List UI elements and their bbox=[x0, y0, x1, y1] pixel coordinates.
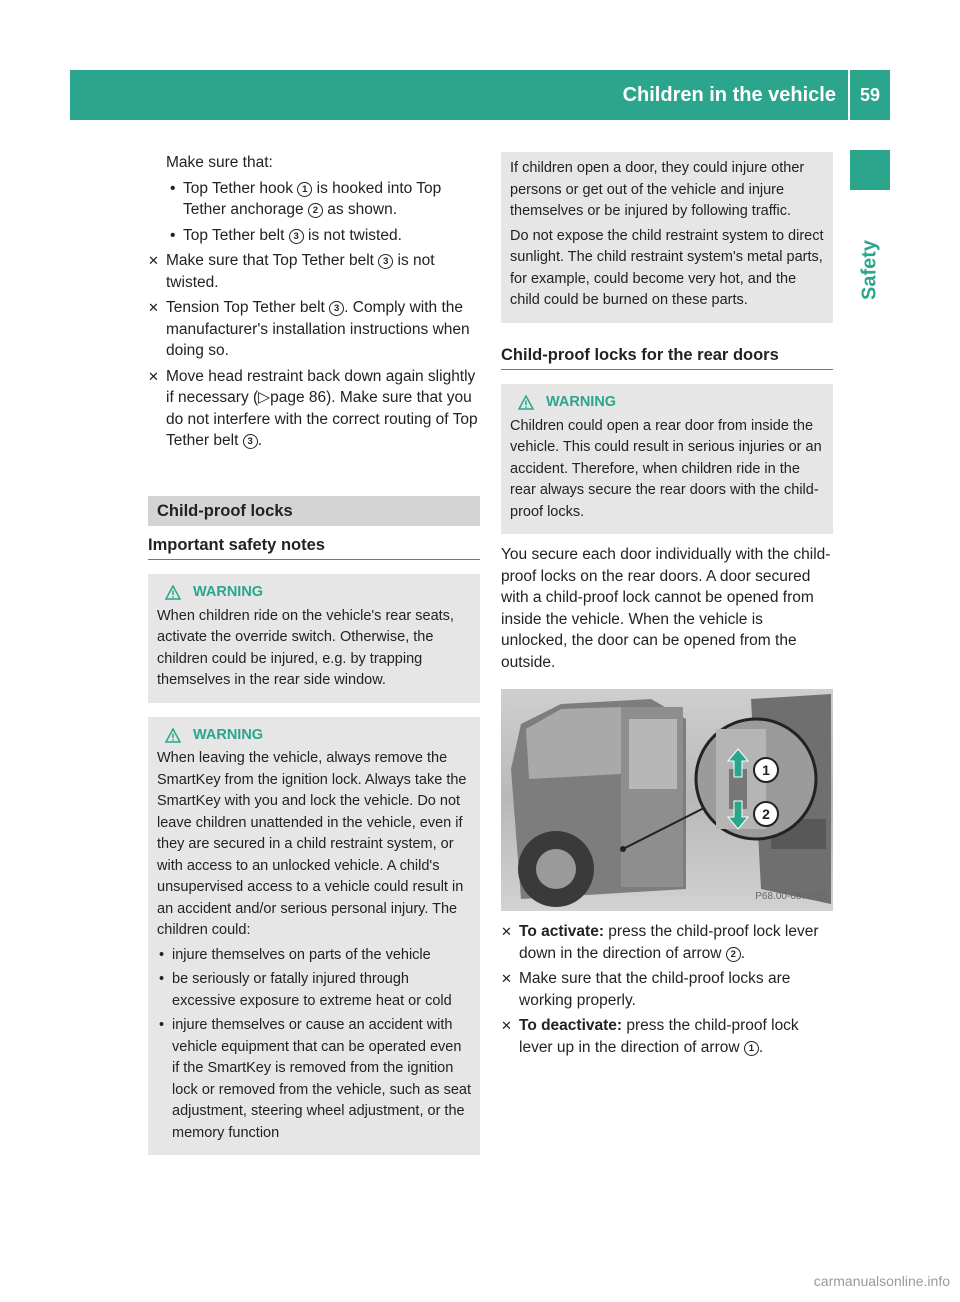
instruction-step: ✕ Move head restraint back down again slightly if necessary (▷page 86). Make sure that you do not interfere with the correct routing of Top Tether belt 3 . bbox=[148, 367, 478, 449]
warning-box bbox=[148, 574, 480, 703]
bullet-icon: • bbox=[159, 971, 165, 987]
callout-number-icon: 3 bbox=[378, 254, 393, 269]
check-item: • Top Tether belt 3 is not twisted. bbox=[148, 225, 480, 247]
step-arrow-icon: ✕ bbox=[148, 300, 159, 315]
subheading: Important safety notes bbox=[148, 535, 480, 561]
step-arrow-icon: ✕ bbox=[501, 1018, 512, 1033]
warning-header: WARNING bbox=[157, 582, 472, 604]
instruction-step: ✕ To deactivate: press the child-proof lock lever up in the direction of arrow 1 . bbox=[501, 1017, 799, 1056]
callout-number-icon: 1 bbox=[297, 182, 312, 197]
instruction-step: ✕ To activate: press the child-proof lock lever down in the direction of arrow 2 . bbox=[501, 923, 819, 962]
chapter-title: Children in the vehicle bbox=[622, 84, 836, 106]
warning-triangle-icon bbox=[518, 395, 534, 410]
callout-number-icon: 1 bbox=[744, 1041, 759, 1056]
step-arrow-icon: ✕ bbox=[501, 971, 512, 986]
step-arrow-icon: ✕ bbox=[501, 924, 512, 939]
check-item: • Top Tether hook 1 is hooked into Top Tether anchorage 2 as shown. bbox=[170, 179, 442, 218]
warning-bullet: • injure themselves on parts of the vehicle bbox=[157, 945, 472, 967]
warning-header: WARNING bbox=[157, 725, 472, 747]
warning-text: Children could open a rear door from inside the vehicle. This could result in serious injuries or an accident. Therefore, when children ride in the rear always secure the rear doors with the child-proof locks. bbox=[510, 417, 822, 520]
figure-callout-2: 2 bbox=[753, 801, 779, 827]
intro-text: Make sure that: bbox=[166, 154, 273, 171]
callout-number-icon: 3 bbox=[289, 229, 304, 244]
right-column bbox=[501, 152, 833, 1062]
page-ref-link[interactable]: page 86). Make sure that you do not interfere with the correct routing of Top Tether belt bbox=[166, 389, 478, 449]
bullet-icon: • bbox=[159, 946, 165, 963]
callout-number-icon: 2 bbox=[308, 203, 323, 218]
page-number: 59 bbox=[859, 85, 880, 105]
page-ref-icon: ▷ bbox=[258, 389, 271, 406]
step-arrow-icon: ✕ bbox=[148, 368, 159, 384]
bullet-icon: • bbox=[170, 179, 176, 197]
instruction-step: ✕ Tension Top Tether belt 3 . Comply with the manufacturer's installation instructions when doing so. bbox=[148, 299, 470, 359]
side-tab-marker bbox=[850, 150, 890, 190]
warning-text: When leaving the vehicle, always remove the SmartKey from the ignition lock. Always take the SmartKey with you and lock the vehicle. Do not leave children unattended in the vehicle, even if they are secured in a child restraint system, or with access to an unlocked vehicle. A child's unsupervised access to a vehicle could result in an accident and/or serious personal injury. The children could: bbox=[157, 750, 467, 938]
left-column bbox=[148, 152, 480, 1155]
warning-box bbox=[501, 384, 833, 534]
vehicle-door-illustration bbox=[501, 689, 833, 911]
warning-text: If children open a door, they could injure other persons or get out of the vehicle and injure themselves or be injured by following traffic. bbox=[510, 160, 805, 219]
warning-triangle-icon bbox=[165, 585, 181, 600]
warning-text: Do not expose the child restraint system to direct sunlight. The child restraint system's metal parts, for example, could become very hot, and the child could be burned on these parts. bbox=[510, 227, 824, 308]
figure-callout-1: 1 bbox=[753, 757, 779, 783]
callout-number-icon: 2 bbox=[726, 947, 741, 962]
instruction-step: ✕ Make sure that the child-proof locks are working properly. bbox=[501, 970, 791, 1009]
body-paragraph: You secure each door individually with the child-proof locks on the rear doors. A door secured with a child-proof lock cannot be opened from inside the vehicle. When the vehicle is unlocked, the door can be opened from the outside. bbox=[501, 546, 831, 671]
side-section-label: Safety bbox=[858, 239, 881, 301]
warning-bullet: • injure themselves or cause an accident with vehicle equipment that can be operated even if the SmartKey is removed from the ignition lock or removed from the vehicle, such as seat adjustment, steering wheel adjustment, or the memory function bbox=[159, 1017, 471, 1141]
instruction-step: ✕ Make sure that Top Tether belt 3 is not twisted. bbox=[148, 252, 435, 291]
bullet-icon: • bbox=[170, 226, 176, 244]
header-title-group bbox=[623, 70, 890, 120]
bullet-icon: • bbox=[159, 1017, 165, 1033]
warning-triangle-icon bbox=[165, 728, 181, 743]
callout-number-icon: 3 bbox=[243, 434, 258, 449]
warning-text: When children ride on the vehicle's rear seats, activate the override switch. Otherwise, the children could be injured, e.g. by trapping themselves in the rear side window. bbox=[157, 607, 454, 688]
step-arrow-icon: ✕ bbox=[148, 253, 159, 268]
warning-box bbox=[148, 717, 480, 1156]
watermark: carmanualsonline.info bbox=[813, 1272, 950, 1289]
warning-bullet: • be seriously or fatally injured through excessive exposure to extreme heat or cold bbox=[159, 971, 452, 1009]
callout-number-icon: 3 bbox=[329, 301, 344, 316]
subheading: Child-proof locks for the rear doors bbox=[501, 345, 833, 371]
section-title: Child-proof locks bbox=[148, 496, 480, 526]
figure-code: P68.00-6872-31 bbox=[755, 890, 827, 902]
warning-header: WARNING bbox=[510, 392, 825, 414]
warning-box-continued bbox=[501, 152, 833, 323]
door-lock-figure bbox=[501, 689, 833, 911]
